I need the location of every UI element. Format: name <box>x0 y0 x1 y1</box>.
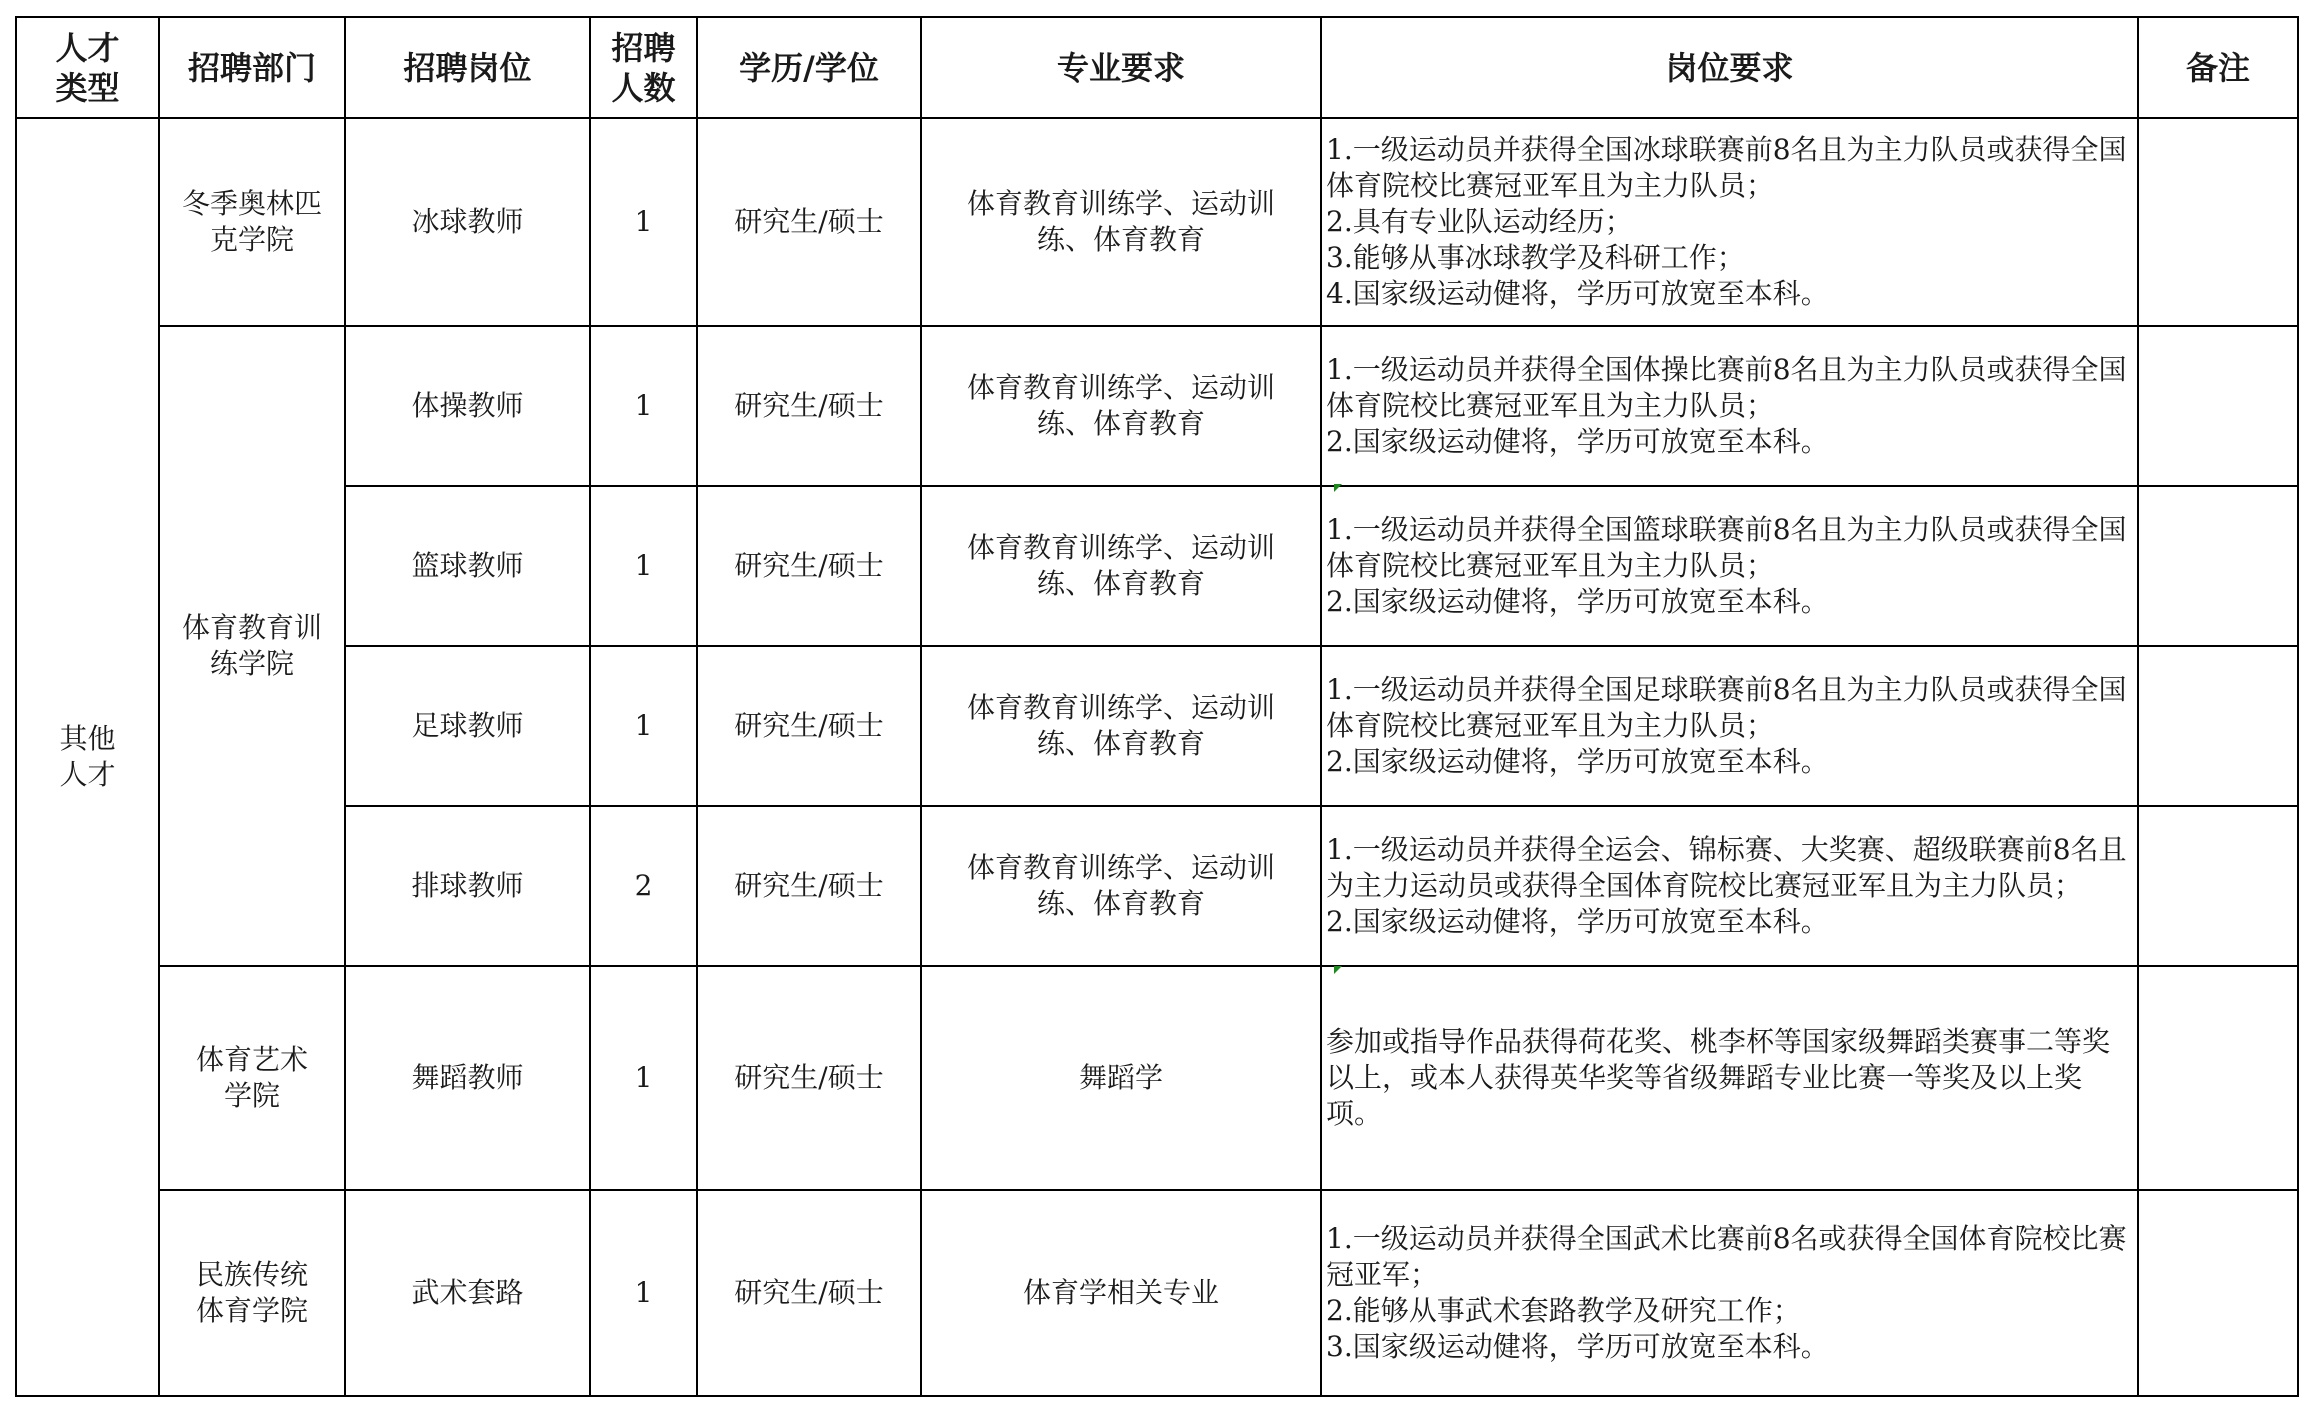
department-cell: 民族传统体育学院 <box>159 1190 345 1396</box>
header-remarks: 备注 <box>2138 17 2298 118</box>
position-cell: 足球教师 <box>345 646 590 806</box>
requirement-line: 3.国家级运动健将，学历可放宽至本科。 <box>1326 1330 1829 1363</box>
requirement-line: 1.一级运动员并获得全运会、锦标赛、大奖赛、超级联赛前8名且为主力运动员或获得全国体育院校比赛冠亚军且为主力队员； <box>1326 833 2127 902</box>
header-position: 招聘岗位 <box>345 17 590 118</box>
remarks-cell <box>2138 486 2298 646</box>
header-talent-type: 人才类型 <box>16 17 159 118</box>
requirement-line: 2.国家级运动健将，学历可放宽至本科。 <box>1326 905 1829 938</box>
requirement-line: 2.国家级运动健将，学历可放宽至本科。 <box>1326 585 1829 618</box>
major-cell: 舞蹈学 <box>921 966 1321 1190</box>
header-major: 专业要求 <box>921 17 1321 118</box>
major-cell: 体育教育训练学、运动训练、体育教育 <box>921 326 1321 486</box>
table-row <box>16 646 2298 806</box>
degree-cell: 研究生/硕士 <box>697 966 921 1190</box>
requirement-line: 1.一级运动员并获得全国武术比赛前8名或获得全国体育院校比赛冠亚军； <box>1326 1222 2127 1291</box>
table-row <box>16 1190 2298 1396</box>
requirements-cell <box>1321 966 2138 1190</box>
remarks-cell <box>2138 966 2298 1190</box>
position-cell: 排球教师 <box>345 806 590 966</box>
major-cell: 体育学相关专业 <box>921 1190 1321 1396</box>
header-row <box>16 17 2298 118</box>
requirement-line: 1.一级运动员并获得全国冰球联赛前8名且为主力队员或获得全国体育院校比赛冠亚军且为主力队员； <box>1326 133 2127 202</box>
requirement-line: 1.一级运动员并获得全国体操比赛前8名且为主力队员或获得全国体育院校比赛冠亚军且为主力队员； <box>1326 353 2127 422</box>
position-cell: 篮球教师 <box>345 486 590 646</box>
requirement-line: 2.国家级运动健将，学历可放宽至本科。 <box>1326 425 1829 458</box>
major-cell: 体育教育训练学、运动训练、体育教育 <box>921 486 1321 646</box>
position-cell: 体操教师 <box>345 326 590 486</box>
requirement-line: 2.能够从事武术套路教学及研究工作； <box>1326 1294 1801 1327</box>
requirement-line: 2.国家级运动健将，学历可放宽至本科。 <box>1326 745 1829 778</box>
requirement-line: 1.一级运动员并获得全国足球联赛前8名且为主力队员或获得全国体育院校比赛冠亚军且为主力队员； <box>1326 673 2127 742</box>
count-cell: 1 <box>590 966 697 1190</box>
count-cell: 2 <box>590 806 697 966</box>
requirement-line: 4.国家级运动健将，学历可放宽至本科。 <box>1326 277 1829 310</box>
count-cell: 1 <box>590 486 697 646</box>
degree-cell: 研究生/硕士 <box>697 486 921 646</box>
talent-type-cell: 其他人才 <box>16 118 159 1396</box>
requirement-line: 3.能够从事冰球教学及科研工作； <box>1326 241 1745 274</box>
requirement-line: 2.具有专业队运动经历； <box>1326 205 1633 238</box>
requirements-cell <box>1321 806 2138 966</box>
remarks-cell <box>2138 118 2298 326</box>
header-requirements: 岗位要求 <box>1321 17 2138 118</box>
table-row <box>16 486 2298 646</box>
remarks-cell <box>2138 806 2298 966</box>
requirements-cell <box>1321 646 2138 806</box>
major-cell: 体育教育训练学、运动训练、体育教育 <box>921 806 1321 966</box>
table-row <box>16 326 2298 486</box>
recruitment-table <box>15 16 2299 1397</box>
table-row <box>16 966 2298 1190</box>
header-department: 招聘部门 <box>159 17 345 118</box>
table-row <box>16 806 2298 966</box>
requirements-cell <box>1321 1190 2138 1396</box>
count-cell: 1 <box>590 118 697 326</box>
remarks-cell <box>2138 1190 2298 1396</box>
requirement-line: 1.一级运动员并获得全国篮球联赛前8名且为主力队员或获得全国体育院校比赛冠亚军且为主力队员； <box>1326 513 2127 582</box>
position-cell: 冰球教师 <box>345 118 590 326</box>
department-cell: 冬季奥林匹克学院 <box>159 118 345 326</box>
position-cell: 舞蹈教师 <box>345 966 590 1190</box>
degree-cell: 研究生/硕士 <box>697 806 921 966</box>
header-degree: 学历/学位 <box>697 17 921 118</box>
remarks-cell <box>2138 646 2298 806</box>
department-cell: 体育教育训练学院 <box>159 326 345 966</box>
remarks-cell <box>2138 326 2298 486</box>
count-cell: 1 <box>590 326 697 486</box>
degree-cell: 研究生/硕士 <box>697 1190 921 1396</box>
table-row <box>16 118 2298 326</box>
major-cell: 体育教育训练学、运动训练、体育教育 <box>921 118 1321 326</box>
comment-marker-icon <box>1334 484 1342 492</box>
position-cell: 武术套路 <box>345 1190 590 1396</box>
requirements-cell <box>1321 326 2138 486</box>
requirements-cell <box>1321 118 2138 326</box>
degree-cell: 研究生/硕士 <box>697 118 921 326</box>
requirement-line: 参加或指导作品获得荷花奖、桃李杯等国家级舞蹈类赛事二等奖以上，或本人获得英华奖等省级舞蹈专业比赛一等奖及以上奖项。 <box>1326 1025 2111 1130</box>
requirements-cell <box>1321 486 2138 646</box>
department-cell: 体育艺术学院 <box>159 966 345 1190</box>
degree-cell: 研究生/硕士 <box>697 646 921 806</box>
count-cell: 1 <box>590 646 697 806</box>
degree-cell: 研究生/硕士 <box>697 326 921 486</box>
comment-marker-icon <box>1334 966 1342 974</box>
count-cell: 1 <box>590 1190 697 1396</box>
header-count: 招聘人数 <box>590 17 697 118</box>
major-cell: 体育教育训练学、运动训练、体育教育 <box>921 646 1321 806</box>
